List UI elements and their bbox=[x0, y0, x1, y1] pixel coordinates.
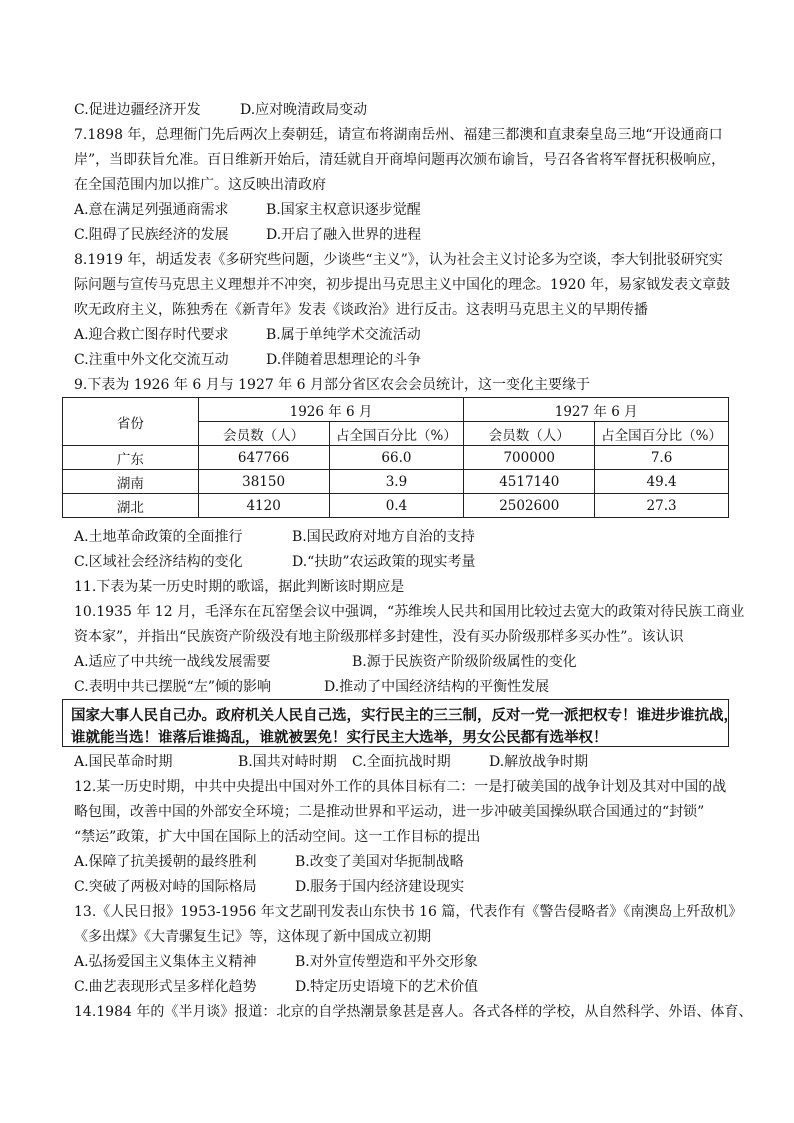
cell-members-1926: 647766 bbox=[198, 446, 329, 470]
header-province: 省份 bbox=[63, 398, 199, 446]
q8-option-c: C.注重中外文化交流互动 bbox=[74, 352, 229, 368]
q9-option-b: B.国民政府对地方自治的支持 bbox=[292, 529, 475, 545]
table-header-row bbox=[63, 398, 729, 422]
q11-stem: 11.下表为某一历史时期的歌谣，据此判断该时期应是 bbox=[74, 579, 405, 595]
q8-option-d: D.伴随着思想理论的斗争 bbox=[266, 352, 422, 368]
q10-option-b: B.源于民族资产阶级阶级属性的变化 bbox=[352, 654, 577, 670]
q10-option-d: D.推动了中国经济结构的平衡性发展 bbox=[324, 679, 550, 695]
q11-option-d: D.解放战争时期 bbox=[489, 754, 589, 770]
q13-option-d: D.特定历史语境下的艺术价值 bbox=[295, 979, 479, 995]
header-period-1926: 1926 年 6 月 bbox=[198, 398, 464, 422]
table-row bbox=[63, 494, 729, 518]
q11-option-a: A.国民革命时期 bbox=[74, 754, 173, 770]
q8-stem-line3: 吹无政府主义，陈独秀在《新青年》发表《谈政治》进行反击。这表明马克思主义的早期传播 bbox=[74, 302, 648, 318]
q7-stem-line2: 岸”，当即获旨允准。百日维新开始后，清廷就自开商埠问题再次颁布谕旨，号召各省将军督抚积极响应， bbox=[74, 152, 726, 168]
q9-option-a: A.土地革命政策的全面推行 bbox=[74, 529, 243, 545]
q8-option-b: B.属于单纯学术交流活动 bbox=[266, 327, 421, 343]
q12-stem-line2: 略包围，改善中国的外部安全环境；二是推动世界和平运动，进一步冲破美国操纵联合国通过的“封锁” bbox=[74, 804, 705, 820]
q12-option-b: B.改变了美国对华扼制战略 bbox=[295, 854, 464, 870]
q10-stem-line2: 资本家”，并指出“民族资产阶级没有地主阶级那样多封建性，没有买办阶级那样多买办性”。该认识 bbox=[74, 629, 684, 645]
cell-members-1927: 700000 bbox=[464, 446, 595, 470]
farmer-association-table bbox=[62, 397, 729, 518]
q13-stem-line2: 《多出煤》《大青骡复生记》等，这体现了新中国成立初期 bbox=[74, 929, 431, 945]
q9-option-d: D.“扶助”农运政策的现实考量 bbox=[292, 554, 476, 570]
q7-stem-line3: 在全国范围内加以推广。这反映出清政府 bbox=[74, 177, 326, 193]
cell-members-1927: 4517140 bbox=[464, 470, 595, 494]
q8-stem-line2: 际问题与宣传马克思主义理想并不冲突，初步提出马克思主义中国化的理念。1920 年，易家钺发表文章鼓 bbox=[74, 277, 731, 293]
q9-stem: 9.下表为 1926 年 6 月与 1927 年 6 月部分省区农会会员统计，这一变化主要缘于 bbox=[74, 377, 591, 393]
song-line-1: 国家大事人民自己办。政府机关人民自己选，实行民主的三三制，反对一党一派把权专！谁进步谁抗战， bbox=[71, 708, 738, 724]
cell-members-1927: 2502600 bbox=[464, 494, 595, 518]
q12-stem-line1: 12.某一历史时期，中共中央提出中国对外工作的具体目标有二：一是打破美国的战争计划及其对中国的战 bbox=[74, 779, 727, 795]
song-line-2: 谁就能当选！谁落后谁捣乱，谁就被罢免！实行民主大选举，男女公民都有选举权！ bbox=[71, 730, 608, 746]
q10-option-a: A.适应了中共统一战线发展需要 bbox=[74, 654, 271, 670]
q6-option-c: C.促进边疆经济开发 bbox=[74, 102, 201, 118]
header-period-1927: 1927 年 6 月 bbox=[464, 398, 729, 422]
q8-option-a: A.迎合救亡图存时代要求 bbox=[74, 327, 229, 343]
q11-option-c: C.全面抗战时期 bbox=[352, 754, 451, 770]
q13-option-a: A.弘扬爱国主义集体主义精神 bbox=[74, 954, 257, 970]
q12-option-a: A.保障了抗美援朝的最终胜利 bbox=[74, 854, 257, 870]
q12-option-c: C.突破了两极对峙的国际格局 bbox=[74, 879, 257, 895]
q12-stem-line3: “禁运”政策，扩大中国在国际上的活动空间。这一工作目标的提出 bbox=[74, 829, 481, 845]
cell-percent-1926: 3.9 bbox=[329, 470, 464, 494]
cell-percent-1927: 7.6 bbox=[595, 446, 729, 470]
q6-option-d: D.应对晚清政局变动 bbox=[240, 102, 368, 118]
table-row bbox=[63, 446, 729, 470]
q7-option-d: D.开启了融入世界的进程 bbox=[266, 227, 422, 243]
cell-province: 湖北 bbox=[63, 494, 199, 518]
table-row bbox=[63, 470, 729, 494]
cell-percent-1926: 0.4 bbox=[329, 494, 464, 518]
q7-option-c: C.阻碍了民族经济的发展 bbox=[74, 227, 229, 243]
q10-option-c: C.表明中共已摆脱“左”倾的影响 bbox=[74, 679, 271, 695]
q11-option-b: B.国共对峙时期 bbox=[238, 754, 337, 770]
q12-option-d: D.服务于国内经济建设现实 bbox=[295, 879, 465, 895]
cell-percent-1926: 66.0 bbox=[329, 446, 464, 470]
cell-province: 广东 bbox=[63, 446, 199, 470]
q14-stem-line1: 14.1984 年的《半月谈》报道：北京的自学热潮景象甚是喜人。各式各样的学校，从自然科学、外语、体育、 bbox=[74, 1004, 753, 1020]
cell-members-1926: 4120 bbox=[198, 494, 329, 518]
cell-percent-1927: 27.3 bbox=[595, 494, 729, 518]
song-quote-box bbox=[62, 699, 738, 747]
header-percent-1926: 占全国百分比（%） bbox=[329, 422, 464, 446]
q10-stem-line1: 10.1935 年 12 月，毛泽东在瓦窑堡会议中强调，“苏维埃人民共和国用比较过去宽大的政策对待民族工商业 bbox=[74, 604, 745, 620]
header-members-1926: 会员数（人） bbox=[198, 422, 329, 446]
q7-option-b: B.国家主权意识逐步觉醒 bbox=[266, 202, 421, 218]
q7-stem-line1: 7.1898 年，总理衙门先后两次上奏朝廷，请宣布将湖南岳州、福建三都澳和直隶秦皇岛三地“开设通商口 bbox=[74, 127, 723, 143]
header-members-1927: 会员数（人） bbox=[464, 422, 595, 446]
q6-options-cd bbox=[74, 101, 201, 119]
cell-percent-1927: 49.4 bbox=[595, 470, 729, 494]
q13-option-b: B.对外宣传塑造和平外交形象 bbox=[295, 954, 478, 970]
q8-stem-line1: 8.1919 年，胡适发表《多研究些问题，少谈些“主义”》，认为社会主义讨论多为空谈，李大钊批驳研究实 bbox=[74, 252, 723, 268]
q7-option-a: A.意在满足列强通商需求 bbox=[74, 202, 229, 218]
q13-stem-line1: 13.《人民日报》1953-1956 年文艺副刊发表山东快书 16 篇，代表作有《警告侵略者》《南澳岛上歼敌机》 bbox=[74, 904, 743, 920]
cell-province: 湖南 bbox=[63, 470, 199, 494]
q9-option-c: C.区域社会经济结构的变化 bbox=[74, 554, 243, 570]
q13-option-c: C.曲艺表现形式呈多样化趋势 bbox=[74, 979, 257, 995]
header-percent-1927: 占全国百分比（%） bbox=[595, 422, 729, 446]
cell-members-1926: 38150 bbox=[198, 470, 329, 494]
